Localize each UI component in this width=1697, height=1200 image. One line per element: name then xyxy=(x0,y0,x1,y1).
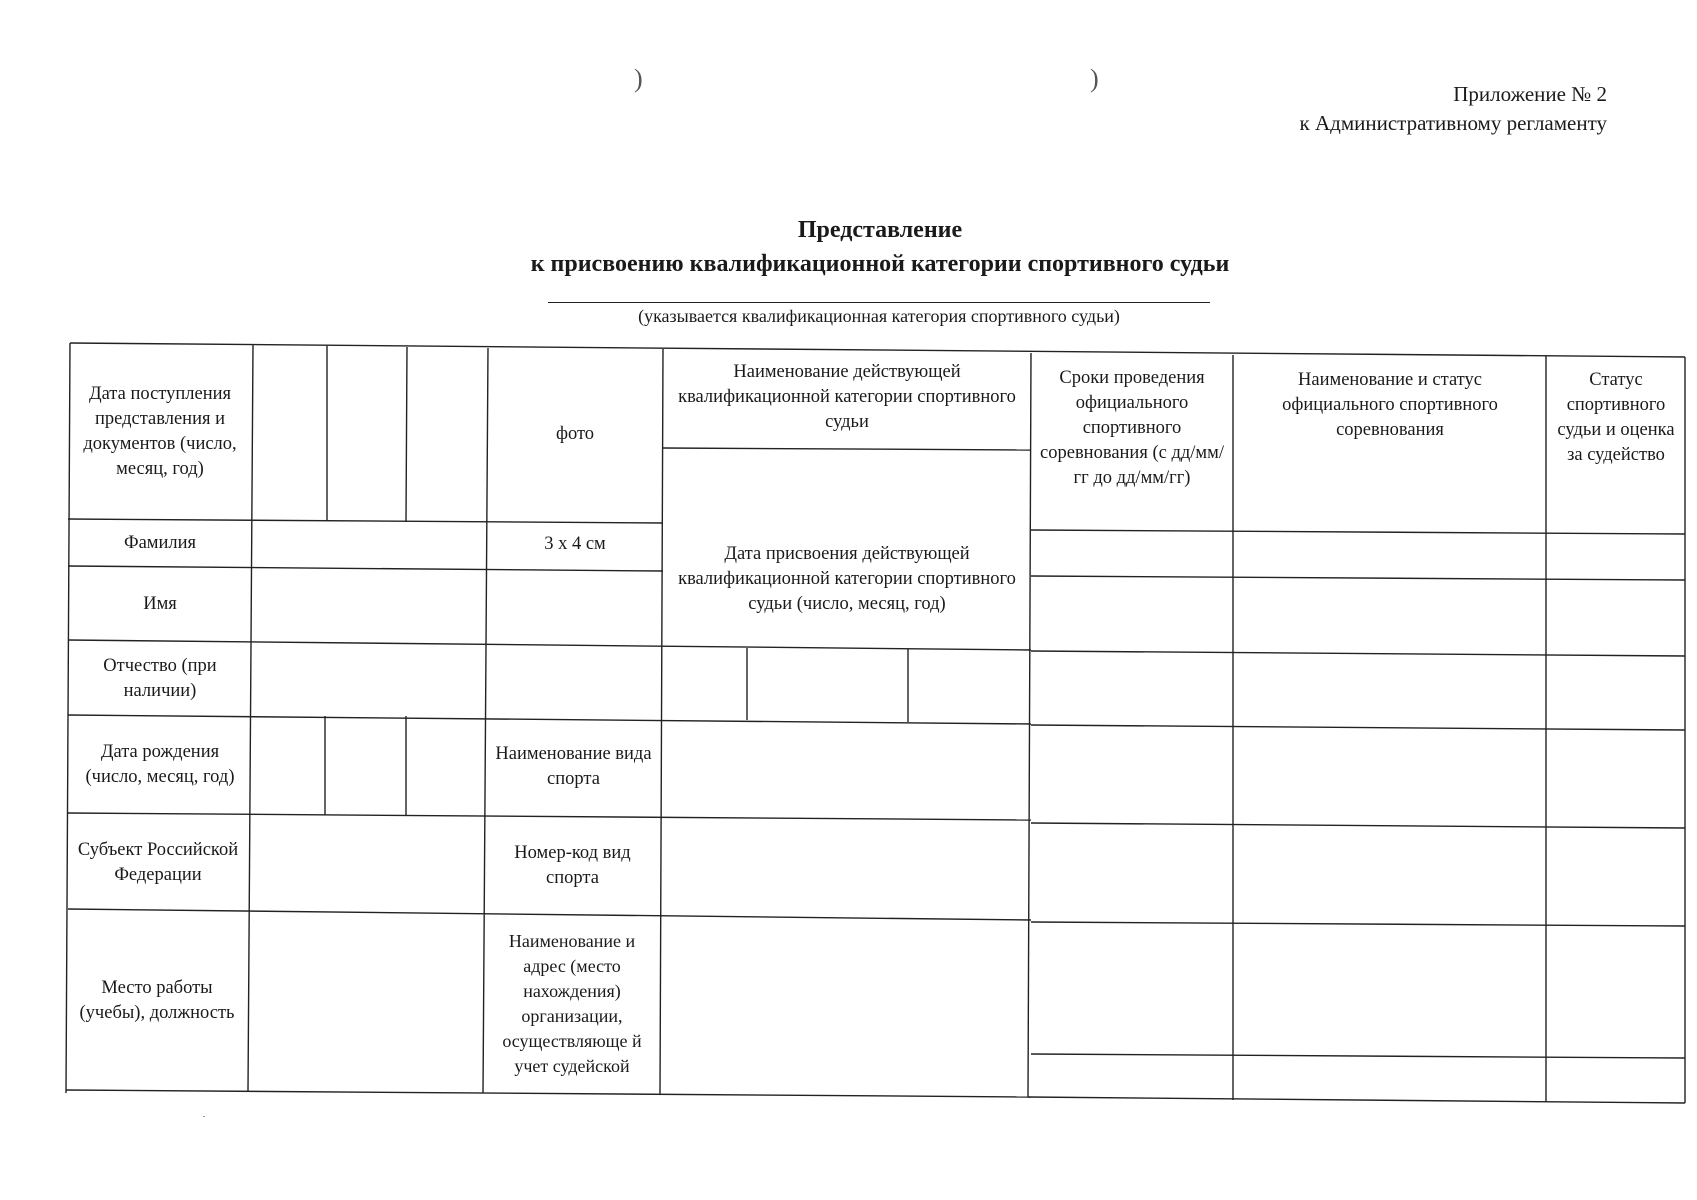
judge-status-cell[interactable] xyxy=(1547,1058,1685,1101)
document-subtitle: к присвоению квалификационной категории спортивного судьи xyxy=(530,251,1230,277)
workplace-label: Место работы (учебы), должность xyxy=(79,978,235,1023)
competition-dates-cell[interactable] xyxy=(1031,728,1233,825)
assignment-date-label: Дата присвоения действующей квалификационной категории спортивного судьи (число, месяц, год) xyxy=(678,544,1016,614)
competition-name-cell[interactable] xyxy=(1234,925,1546,1056)
appendix-number: Приложение № 2 xyxy=(1453,82,1607,106)
assignment-month-field[interactable] xyxy=(747,649,908,721)
assignment-day-field[interactable] xyxy=(663,649,747,721)
current-category-label: Наименование действующей квалификационной категории спортивного судьи xyxy=(678,362,1016,432)
competition-dates-cell[interactable] xyxy=(1031,532,1233,578)
judge-status-cell[interactable] xyxy=(1547,532,1685,578)
scan-bracket-mark: ) xyxy=(634,64,643,93)
surname-field[interactable] xyxy=(253,520,487,566)
patronymic-label: Отчество (при наличии) xyxy=(103,656,217,701)
competition-name-cell[interactable] xyxy=(1234,826,1546,924)
document-title: Представление xyxy=(797,217,963,243)
birth-year-field[interactable] xyxy=(406,717,486,813)
competition-dates-cell[interactable] xyxy=(1031,826,1233,924)
workplace-field[interactable] xyxy=(249,912,483,1090)
sport-name-field[interactable] xyxy=(662,722,1030,818)
sport-code-field[interactable] xyxy=(661,820,1029,918)
name-label: Имя xyxy=(143,593,177,614)
competition-name-cell[interactable] xyxy=(1234,728,1546,825)
competition-dates-header: Сроки проведения официального спортивного соревнования (с дд/мм/гг до дд/мм/гг) xyxy=(1040,368,1224,488)
surname-label: Фамилия xyxy=(123,532,197,553)
receipt-year-field[interactable] xyxy=(407,346,487,518)
receipt-date-label: Дата поступления представления и документов (число, месяц, год) xyxy=(83,384,237,479)
organization-label: Наименование и адрес (место нахождения) организации, осуществляюще й учет судейской xyxy=(502,931,642,1076)
birth-date-label: Дата рождения (число, месяц, год) xyxy=(85,742,235,787)
scan-artifact xyxy=(203,1116,205,1117)
photo-size-label: 3 х 4 см xyxy=(544,533,606,554)
region-field[interactable] xyxy=(250,815,484,911)
competition-name-cell[interactable] xyxy=(1234,654,1546,727)
name-field[interactable] xyxy=(253,567,487,641)
competition-dates-cell[interactable] xyxy=(1031,654,1233,727)
birth-month-field[interactable] xyxy=(325,717,406,813)
competition-dates-cell[interactable] xyxy=(1031,925,1233,1056)
appendix-reference: к Административному регламенту xyxy=(1299,111,1607,135)
judge-status-cell[interactable] xyxy=(1547,826,1685,924)
judge-status-header: Статус спортивного судьи и оценка за судейство xyxy=(1557,370,1675,465)
receipt-month-field[interactable] xyxy=(327,346,407,518)
category-hint: (указывается квалификационная категория спортивного судьи) xyxy=(638,306,1120,326)
sport-name-label: Наименование вида спорта xyxy=(495,744,652,789)
competition-name-cell[interactable] xyxy=(1234,1057,1546,1100)
photo-label: фото xyxy=(555,423,595,444)
assignment-year-field[interactable] xyxy=(908,649,1030,721)
receipt-day-field[interactable] xyxy=(253,346,327,518)
category-fill-line[interactable] xyxy=(548,302,1210,303)
competition-name-status-header: Наименование и статус официального спортивного соревнования xyxy=(1282,370,1498,440)
region-label: Субъект Российской Федерации xyxy=(77,840,239,885)
competition-name-cell[interactable] xyxy=(1234,579,1546,653)
sport-code-label: Номер-код вид спорта xyxy=(514,843,631,888)
judge-status-cell[interactable] xyxy=(1547,579,1685,653)
competition-dates-cell[interactable] xyxy=(1031,579,1233,653)
current-category-field[interactable] xyxy=(663,450,1031,524)
organization-field[interactable] xyxy=(661,920,1028,1096)
competition-dates-cell[interactable] xyxy=(1031,1057,1233,1099)
judge-status-cell[interactable] xyxy=(1547,925,1685,1056)
judge-status-cell[interactable] xyxy=(1547,728,1685,825)
appendix-caption xyxy=(1300,80,1607,138)
scan-bracket-mark: ) xyxy=(1090,64,1099,93)
judge-status-cell[interactable] xyxy=(1547,654,1685,727)
birth-day-field[interactable] xyxy=(252,717,325,813)
patronymic-field[interactable] xyxy=(253,643,487,715)
competition-name-cell[interactable] xyxy=(1234,532,1546,578)
